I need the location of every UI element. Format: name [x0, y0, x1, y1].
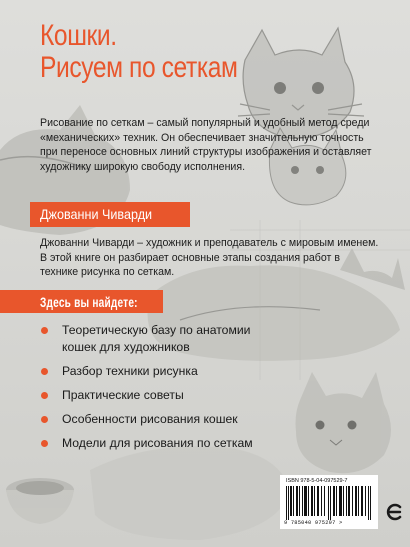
list-item-text: Теоретическую базу по анатомии кошек для художников	[62, 323, 251, 354]
list-item	[40, 363, 280, 380]
barcode-icon	[286, 486, 372, 520]
list-item-text: Практические советы	[62, 388, 184, 402]
author-name: Джованни Чиварди	[40, 206, 153, 222]
list-item-text: Особенности рисования кошек	[62, 412, 238, 426]
title-line-2: Рисуем по сеткам	[40, 51, 238, 84]
list-item	[40, 322, 280, 356]
list-item	[40, 411, 280, 428]
bullet-dot-icon	[41, 440, 48, 447]
author-bio: Джованни Чиварди – художник и преподаватель с мировым именем. В этой книге он разбирает основные этапы создания работ в технике рисунка по сеткам.	[40, 237, 379, 278]
find-heading-banner	[0, 290, 163, 313]
book-title	[40, 20, 238, 84]
list-item-text: Модели для рисования по сеткам	[62, 436, 253, 450]
barcode-area	[280, 475, 378, 529]
title-line-1: Кошки.	[40, 19, 117, 52]
list-item	[40, 435, 280, 452]
list-item	[40, 387, 280, 404]
contents-list	[40, 322, 280, 452]
barcode-digits: 9 785040 975297 >	[284, 520, 343, 526]
author-banner	[30, 202, 190, 227]
publisher-e-logo-icon	[385, 502, 403, 522]
list-item-text: Разбор техники рисунка	[62, 364, 198, 378]
bullet-dot-icon	[41, 392, 48, 399]
isbn-text: ISBN 978-5-04-097529-7	[286, 478, 348, 484]
bullet-dot-icon	[41, 416, 48, 423]
find-heading: Здесь вы найдете:	[40, 294, 138, 310]
intro-paragraph: Рисование по сеткам – самый популярный и удобный метод среди «механических» техник. Он обеспечивает значительную точность при переносе основных линий структуры изображения и оставляет художнику широкую свободу исполнения.	[40, 117, 372, 173]
bullet-dot-icon	[41, 368, 48, 375]
bullet-dot-icon	[41, 327, 48, 334]
